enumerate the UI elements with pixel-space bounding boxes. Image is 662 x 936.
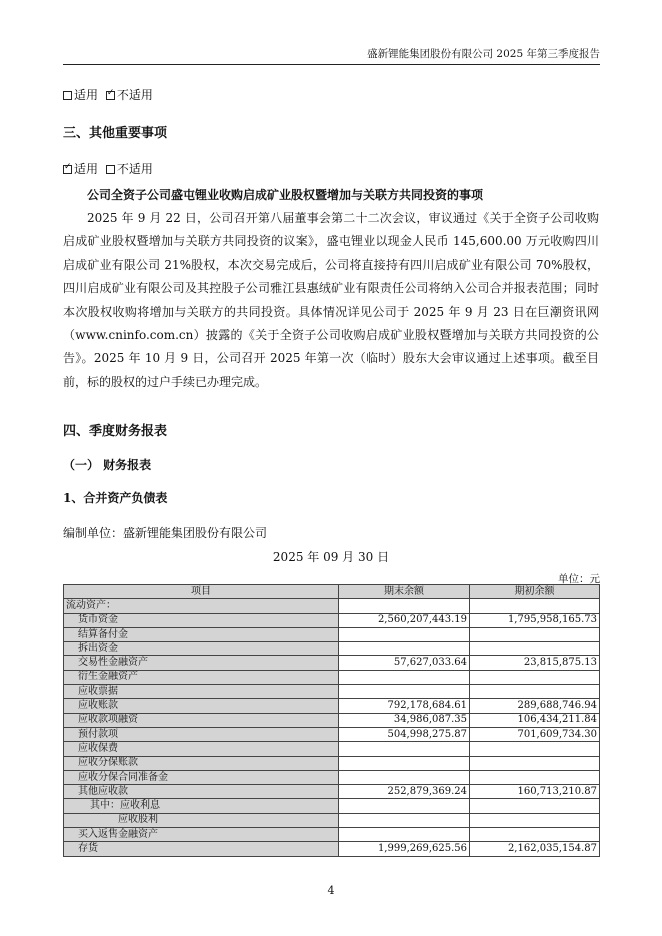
table-row: [64, 627, 600, 641]
table-row: [64, 813, 600, 827]
table-row: [64, 685, 600, 699]
applicability-row-2: [63, 160, 153, 177]
header-end-balance: 期末余额: [339, 585, 470, 599]
end-balance-cell: 34,986,087.35: [339, 713, 470, 727]
checkbox-unchecked-icon: [63, 91, 72, 100]
table-row: [64, 613, 600, 627]
balance-sheet-table: [63, 584, 600, 857]
begin-balance-cell: 2,162,035,154.87: [470, 842, 600, 856]
option-applicable: 适用: [74, 88, 99, 102]
end-balance-cell: 504,998,275.87: [339, 727, 470, 741]
table-header-row: [64, 585, 600, 599]
end-balance-cell: 252,879,369.24: [339, 785, 470, 799]
end-balance-cell: [339, 770, 470, 784]
row-label: 其中：应收利息: [64, 799, 339, 813]
end-balance-cell: [339, 799, 470, 813]
begin-balance-cell: [470, 627, 600, 641]
row-label: 预付款项: [64, 727, 339, 741]
header-title: 盛新锂能集团股份有限公司 2025 年第三季度报告: [367, 48, 600, 60]
balance-sheet-heading: 1、合并资产负债表: [63, 491, 168, 505]
applicability-row-1: [63, 86, 153, 103]
row-label: 衍生金融资产: [64, 670, 339, 684]
page-number: 4: [327, 884, 335, 897]
table-row: [64, 727, 600, 741]
begin-balance-cell: 160,713,210.87: [470, 785, 600, 799]
end-balance-cell: [339, 685, 470, 699]
table-row: [64, 642, 600, 656]
table-row: [64, 713, 600, 727]
begin-balance-cell: 23,815,875.13: [470, 656, 600, 670]
page-header: [63, 42, 600, 65]
row-label: 应收保费: [64, 742, 339, 756]
section4-title: 四、季度财务报表: [63, 424, 168, 439]
row-label: 货币资金: [64, 613, 339, 627]
begin-balance-cell: 289,688,746.94: [470, 699, 600, 713]
end-balance-cell: [339, 742, 470, 756]
row-label: 交易性金融资产: [64, 656, 339, 670]
checkbox-checked-icon: [63, 165, 72, 174]
row-label: 应收股利: [64, 813, 339, 827]
table-row: [64, 842, 600, 856]
end-balance-cell: 792,178,684.61: [339, 699, 470, 713]
checkbox-unchecked-icon: [106, 165, 115, 174]
section3-subtitle: 公司全资子公司盛屯锂业收购启成矿业股权暨增加与关联方共同投资的事项: [87, 188, 484, 202]
currency-unit: 单位：元: [558, 573, 600, 585]
end-balance-cell: 2,560,207,443.19: [339, 613, 470, 627]
begin-balance-cell: [470, 756, 600, 770]
row-label: 结算备付金: [64, 627, 339, 641]
table-row: [64, 799, 600, 813]
header-item: 项目: [64, 585, 339, 599]
end-balance-cell: [339, 599, 470, 613]
option-not-applicable: 不适用: [116, 162, 153, 176]
end-balance-cell: [339, 670, 470, 684]
begin-balance-cell: [470, 770, 600, 784]
end-balance-cell: [339, 627, 470, 641]
table-row: [64, 770, 600, 784]
table-row: [64, 756, 600, 770]
table-row: [64, 742, 600, 756]
end-balance-cell: [339, 828, 470, 842]
end-balance-cell: 57,627,033.64: [339, 656, 470, 670]
begin-balance-cell: [470, 828, 600, 842]
checkbox-checked-icon: [106, 91, 115, 100]
begin-balance-cell: [470, 742, 600, 756]
row-label: 应收票据: [64, 685, 339, 699]
row-label: 存货: [64, 842, 339, 856]
row-label: 拆出资金: [64, 642, 339, 656]
row-label: 其他应收款: [64, 785, 339, 799]
table-row: [64, 785, 600, 799]
begin-balance-cell: 106,434,211.84: [470, 713, 600, 727]
section3-title: 三、其他重要事项: [63, 126, 168, 141]
begin-balance-cell: [470, 642, 600, 656]
end-balance-cell: 1,999,269,625.56: [339, 842, 470, 856]
financial-statements-heading: （一） 财务报表: [63, 458, 152, 472]
row-label: 应收账款: [64, 699, 339, 713]
header-begin-balance: 期初余额: [470, 585, 600, 599]
begin-balance-cell: [470, 799, 600, 813]
preparer-company: 编制单位：盛新锂能集团股份有限公司: [63, 526, 268, 540]
section3-paragraph: 2025 年 9 月 22 日，公司召开第八届董事会第二十二次会议，审议通过《关于全资子公司收购启成矿业股权暨增加与关联方共同投资的议案》，盛屯锂业以现金人民币 145,600.00 万元收购四川启成矿业有限公司 21%股权，本次交易完成后，公司将直接持有四川启成矿业有限公司 70%股权，四川启成矿业有限公司及其控股子公司雅江县惠绒矿业有限责任公司将纳入公司合并报表范围；同时本次股权收购将增加与关联方的共同投资。具体情况详见公司于 2025 年 9 月 23 日在巨潮资讯网（www.cninfo.com.cn）披露的《关于全资子公司收购启成矿业股权暨增加与关联方共同投资的公告》。2025 年 10 月 9 日，公司召开 2025 年第一次（临时）股东大会审议通过上述事项。截至目前，标的股权的过户手续已办理完成。: [63, 211, 599, 389]
option-not-applicable: 不适用: [116, 88, 153, 102]
row-label: 应收分保合同准备金: [64, 770, 339, 784]
begin-balance-cell: 701,609,734.30: [470, 727, 600, 741]
begin-balance-cell: [470, 670, 600, 684]
begin-balance-cell: 1,795,958,165.73: [470, 613, 600, 627]
begin-balance-cell: [470, 599, 600, 613]
end-balance-cell: [339, 642, 470, 656]
option-applicable: 适用: [74, 162, 99, 176]
row-label: 买入返售金融资产: [64, 828, 339, 842]
end-balance-cell: [339, 756, 470, 770]
row-label: 应收款项融资: [64, 713, 339, 727]
report-date: 2025 年 09 月 30 日: [272, 550, 390, 564]
table-row: [64, 699, 600, 713]
begin-balance-cell: [470, 685, 600, 699]
row-label: 流动资产：: [64, 599, 339, 613]
begin-balance-cell: [470, 813, 600, 827]
table-row: [64, 599, 600, 613]
row-label: 应收分保账款: [64, 756, 339, 770]
table-row: [64, 828, 600, 842]
end-balance-cell: [339, 813, 470, 827]
table-row: [64, 670, 600, 684]
table-row: [64, 656, 600, 670]
